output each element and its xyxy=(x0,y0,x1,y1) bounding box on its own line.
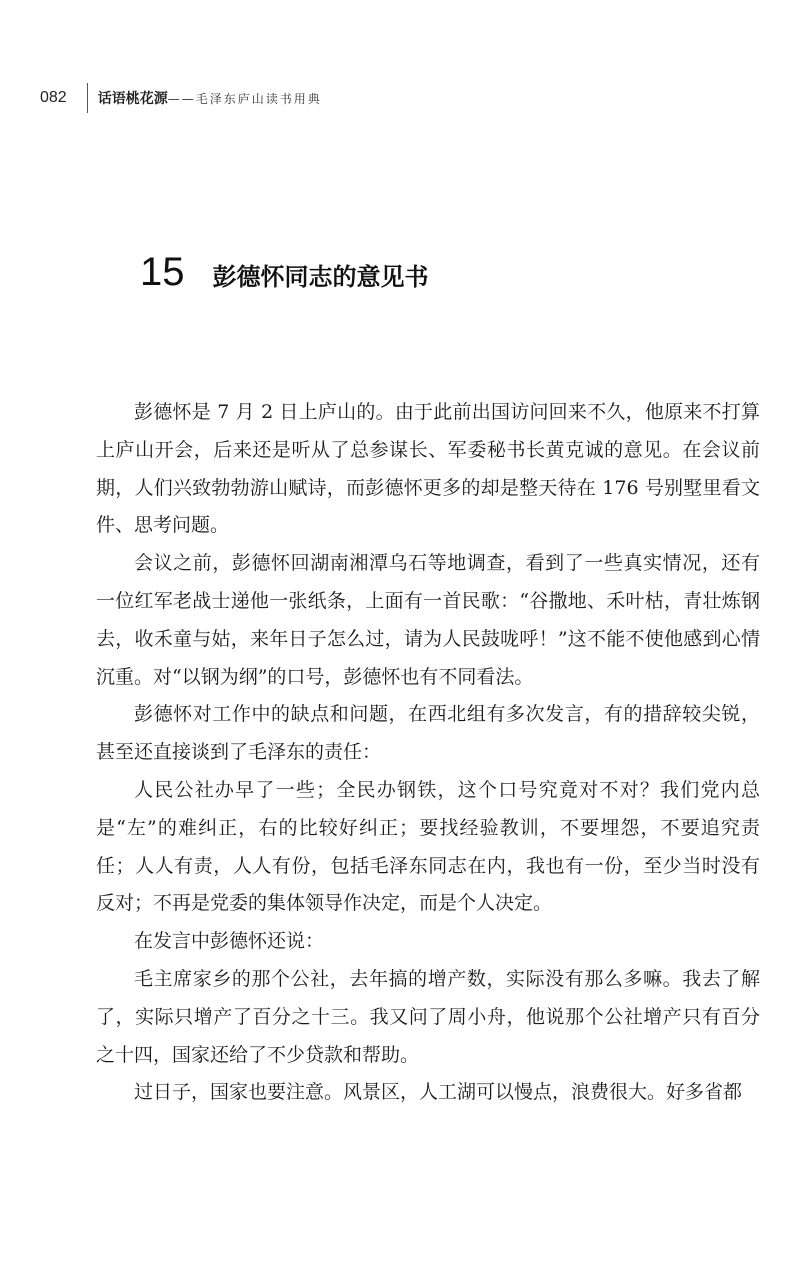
chapter-number: 15 xyxy=(140,250,185,294)
paragraph: 在发言中彭德怀还说： xyxy=(134,930,325,953)
running-header xyxy=(40,86,322,110)
quote-paragraph: 过日子，国家也要注意。风景区，人工湖可以慢点，浪费很大。好多省都 xyxy=(134,1081,743,1104)
chapter-title: 彭德怀同志的意见书 xyxy=(212,263,429,291)
paragraph: 彭德怀对工作中的缺点和问题，在西北组有多次发言，有的措辞较尖锐，甚至还直接谈到了毛泽东的责任： xyxy=(96,703,760,764)
page-number: 082 xyxy=(40,89,67,106)
book-subtitle: ——毛泽东庐山读书用典 xyxy=(167,91,322,106)
paragraph: 彭德怀是 7 月 2 日上庐山的。由于此前出国访问回来不久，他原来不打算上庐山开会，后来还是听从了总参谋长、军委秘书长黄克诚的意见。在会议前期，人们兴致勃勃游山赋诗，而彭德怀更多的却是整天待在 176 号别墅里看文件、思考问题。 xyxy=(96,401,760,537)
chapter-heading xyxy=(140,252,429,292)
quote-paragraph: 毛主席家乡的那个公社，去年搞的增产数，实际没有那么多嘛。我去了解了，实际只增产了百分之十三。我又问了周小舟，他说那个公社增产只有百分之十四，国家还给了不少贷款和帮助。 xyxy=(96,967,760,1066)
paragraph: 会议之前，彭德怀回湖南湘潭乌石等地调查，看到了一些真实情况，还有一位红军老战士递他一张纸条，上面有一首民歌：“谷撒地、禾叶枯，青壮炼钢去，收禾童与姑，来年日子怎么过，请为人民鼓咙呼！”这不能不使他感到心情沉重。对“以钢为纲”的口号，彭德怀也有不同看法。 xyxy=(96,552,760,688)
body-text xyxy=(96,394,760,1112)
quote-paragraph: 人民公社办早了一些；全民办钢铁，这个口号究竟对不对？我们党内总是“左”的难纠正，右的比较好纠正；要找经验教训，不要埋怨，不要追究责任；人人有责，人人有份，包括毛泽东同志在内，我也有一份，至少当时没有反对；不再是党委的集体领导作决定，而是个人决定。 xyxy=(96,778,760,915)
book-title: 话语桃花源 xyxy=(97,91,168,107)
header-divider xyxy=(87,83,88,113)
